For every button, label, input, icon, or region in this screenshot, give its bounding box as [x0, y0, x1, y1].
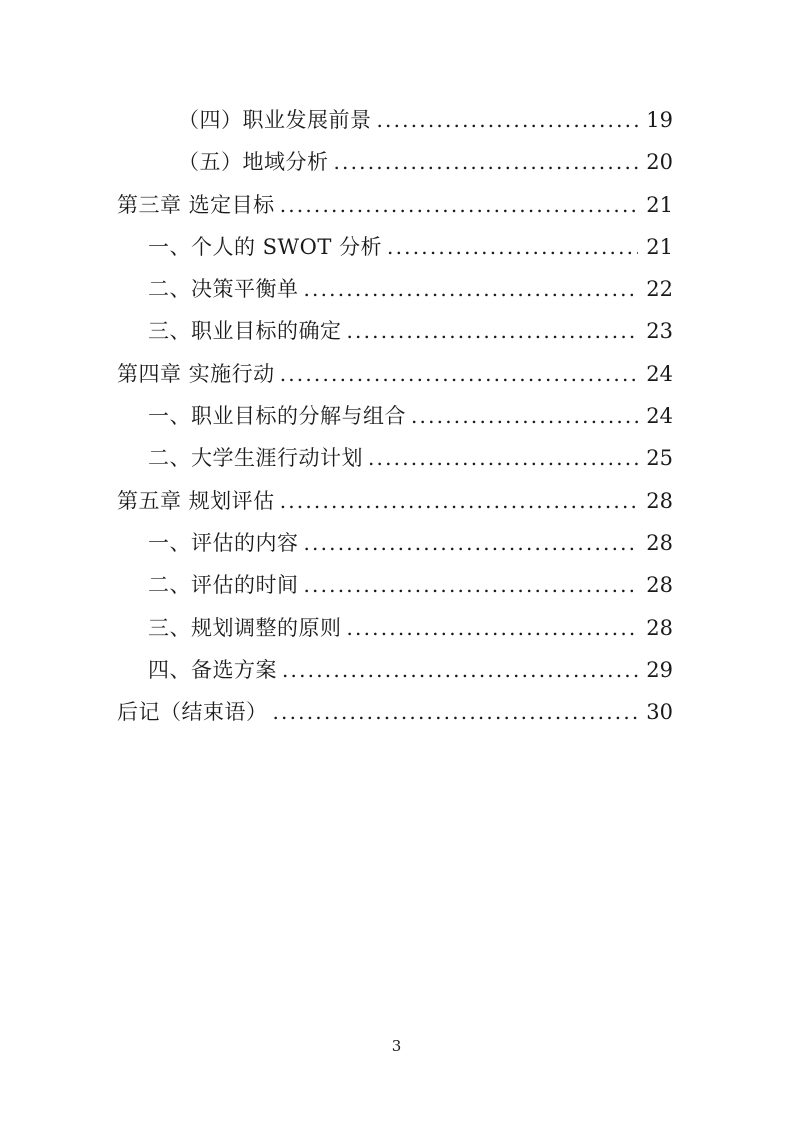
toc-dot-leader	[304, 522, 639, 564]
toc-dot-leader	[377, 99, 639, 141]
toc-dot-leader	[280, 184, 639, 226]
toc-entry	[117, 649, 673, 691]
toc-entry-label: 一、个人的 SWOT 分析	[148, 234, 383, 259]
toc-entry	[117, 141, 673, 183]
toc-entry-label: 一、评估的内容	[148, 530, 299, 555]
toc-entry-label: 第五章 规划评估	[117, 488, 275, 513]
toc-entry	[117, 564, 673, 606]
toc-entry-page: 28	[646, 530, 673, 555]
toc-entry-page: 22	[646, 277, 673, 302]
toc-entry-page: 20	[646, 150, 673, 175]
toc-entry	[117, 691, 673, 733]
toc-entry	[117, 99, 673, 141]
toc-entry	[117, 353, 673, 395]
toc-entry	[117, 607, 673, 649]
toc-entry-label: 二、评估的时间	[148, 573, 299, 598]
toc-entry	[117, 480, 673, 522]
toc-entry-page: 29	[646, 657, 673, 682]
toc-entry-label: 二、大学生涯行动计划	[148, 446, 363, 471]
toc-entry-label: 二、决策平衡单	[148, 277, 299, 302]
toc-dot-leader	[411, 395, 638, 437]
toc-entry	[117, 522, 673, 564]
toc-entry-label: 四、备选方案	[148, 657, 277, 682]
toc-entry-page: 21	[646, 234, 673, 259]
toc-dot-leader	[304, 268, 639, 310]
toc-entry-label: （四）职业发展前景	[178, 108, 372, 132]
toc-dot-leader	[347, 607, 639, 649]
toc-entry-page: 23	[646, 319, 673, 344]
toc-dot-leader	[280, 480, 639, 522]
toc-dot-leader	[304, 564, 639, 606]
toc-entry-label: 一、职业目标的分解与组合	[148, 404, 406, 429]
toc-dot-leader	[347, 310, 639, 352]
toc-entry-label: 后记（结束语）	[117, 700, 268, 725]
toc-entry-page: 28	[646, 488, 673, 513]
toc-entry-page: 24	[646, 404, 673, 429]
toc-entry	[117, 268, 673, 310]
toc-dot-leader	[280, 353, 639, 395]
toc-entry-label: 三、规划调整的原则	[148, 615, 342, 640]
toc-entry	[117, 395, 673, 437]
toc-entry-page: 28	[646, 573, 673, 598]
toc-entry-page: 28	[646, 615, 673, 640]
toc-dot-leader	[334, 141, 639, 183]
toc-entry	[117, 184, 673, 226]
toc-dot-leader	[368, 437, 638, 479]
toc-entry-page: 24	[646, 361, 673, 386]
toc-entry-page: 21	[646, 192, 673, 217]
page-number: 3	[391, 1037, 402, 1055]
toc-entry-page: 30	[646, 700, 673, 725]
table-of-contents	[117, 99, 673, 733]
toc-dot-leader	[282, 649, 638, 691]
toc-dot-leader	[273, 691, 639, 733]
page-footer	[0, 1036, 793, 1055]
toc-dot-leader	[387, 226, 638, 268]
toc-entry-label: （五）地域分析	[178, 150, 329, 175]
toc-entry	[117, 437, 673, 479]
toc-entry-label: 三、职业目标的确定	[148, 319, 342, 344]
toc-entry-label: 第三章 选定目标	[117, 192, 275, 217]
toc-entry-page: 25	[646, 446, 673, 471]
toc-entry-page: 19	[646, 108, 673, 132]
toc-entry	[117, 310, 673, 352]
toc-entry-label: 第四章 实施行动	[117, 361, 275, 386]
toc-entry	[117, 226, 673, 268]
